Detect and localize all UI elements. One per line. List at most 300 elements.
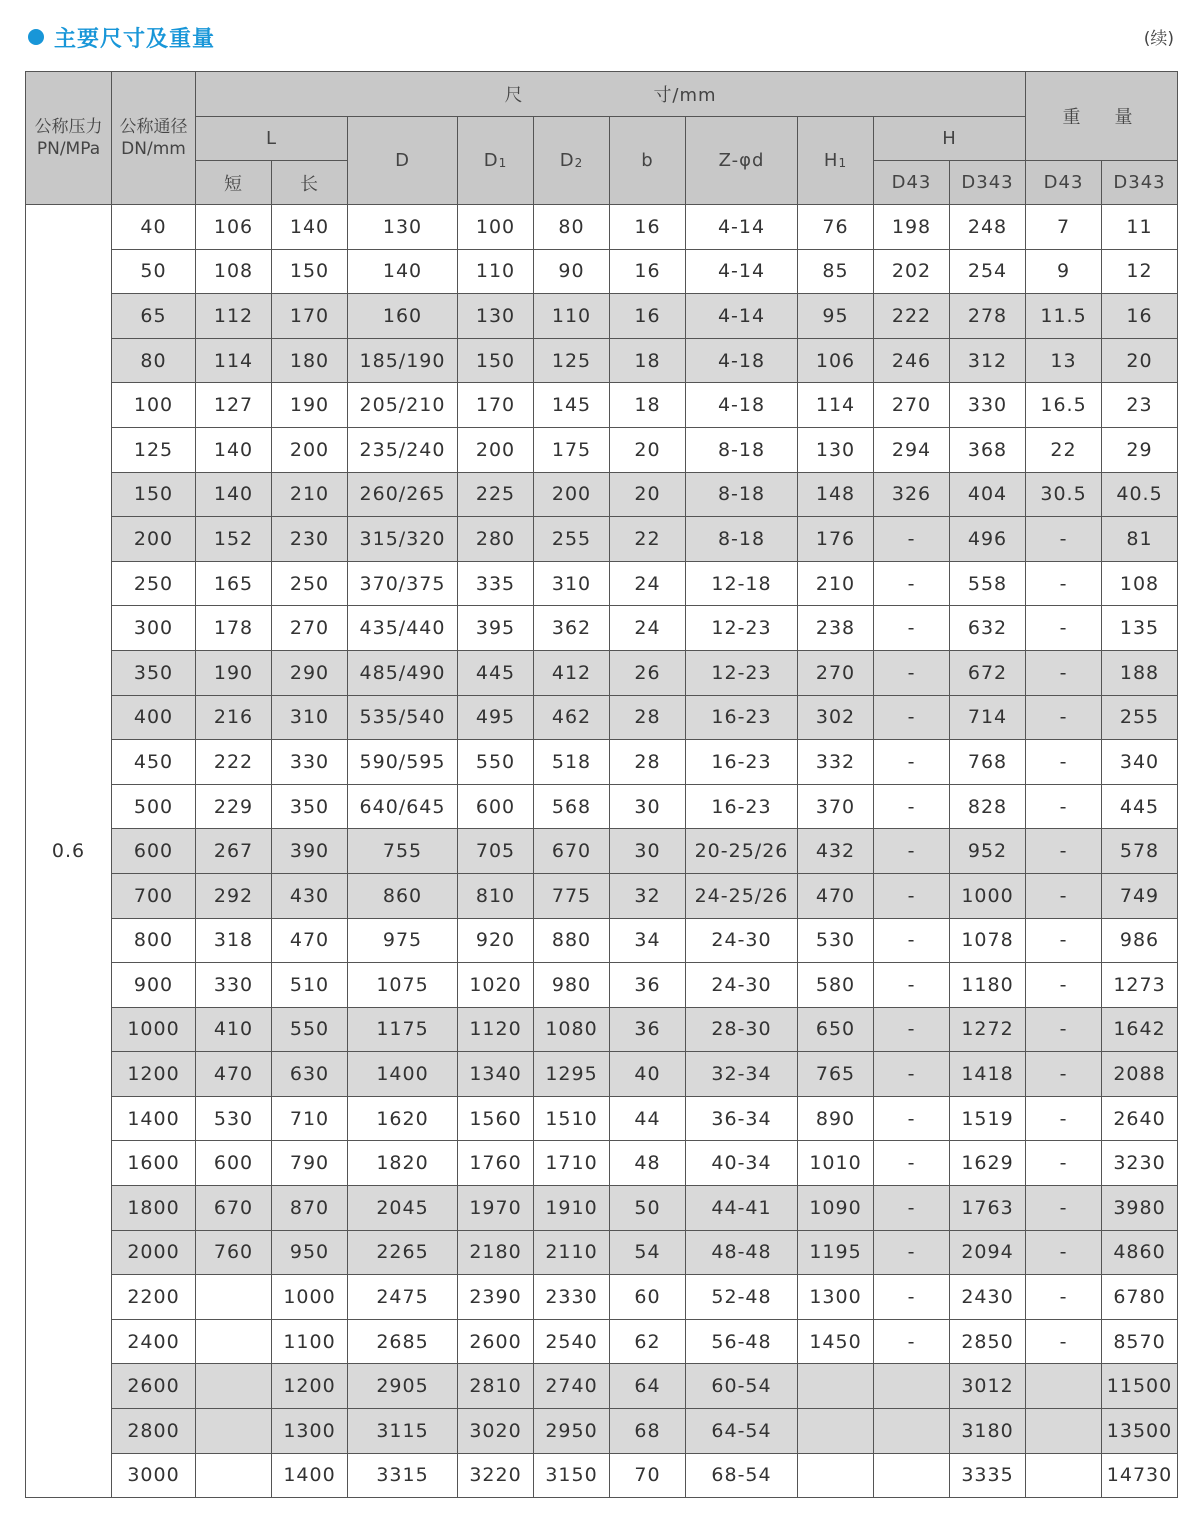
cell-z-phi-d: 56-48 (686, 1319, 798, 1364)
table-row (26, 1453, 1178, 1498)
cell-b: 18 (610, 383, 686, 428)
cell-d: 315/320 (348, 517, 458, 562)
header-z-phi-d: Z-φd (686, 117, 798, 205)
table-row (26, 1052, 1178, 1097)
cell-l-short: 292 (196, 873, 272, 918)
table-row (26, 695, 1178, 740)
cell-weight-d43: - (1026, 517, 1102, 562)
cell-d: 975 (348, 918, 458, 963)
header-L-long: 长 (272, 161, 348, 205)
cell-l-short (196, 1364, 272, 1409)
cell-l-short (196, 1275, 272, 1320)
cell-l-short: 112 (196, 294, 272, 339)
header-diameter-line1: 公称通径 (119, 117, 188, 137)
cell-dn: 900 (112, 963, 196, 1008)
cell-h1: 1195 (798, 1230, 874, 1275)
table-row (26, 561, 1178, 606)
cell-d1: 100 (458, 205, 534, 250)
cell-l-short: 267 (196, 829, 272, 874)
cell-z-phi-d: 4-14 (686, 205, 798, 250)
cell-z-phi-d: 4-18 (686, 383, 798, 428)
cell-weight-d343: 749 (1102, 873, 1178, 918)
cell-weight-d43: - (1026, 606, 1102, 651)
cell-weight-d343: 4860 (1102, 1230, 1178, 1275)
cell-l-long: 390 (272, 829, 348, 874)
header-pressure-line2: PN/MPa (36, 139, 101, 159)
cell-h1: 650 (798, 1007, 874, 1052)
cell-h-d43: - (874, 1230, 950, 1275)
cell-d: 1075 (348, 963, 458, 1008)
cell-weight-d43: 22 (1026, 427, 1102, 472)
cell-z-phi-d: 60-54 (686, 1364, 798, 1409)
cell-h1: 270 (798, 650, 874, 695)
cell-d2: 2950 (534, 1409, 610, 1454)
header-b: b (610, 117, 686, 205)
cell-d2: 175 (534, 427, 610, 472)
cell-d: 2475 (348, 1275, 458, 1320)
cell-h-d43: - (874, 1007, 950, 1052)
cell-h1: 148 (798, 472, 874, 517)
cell-weight-d343: 20 (1102, 338, 1178, 383)
cell-d2: 1295 (534, 1052, 610, 1097)
cell-h-d43: 198 (874, 205, 950, 250)
cell-weight-d43: - (1026, 918, 1102, 963)
cell-d1: 3020 (458, 1409, 534, 1454)
cell-l-long: 200 (272, 427, 348, 472)
cell-d2: 110 (534, 294, 610, 339)
cell-d: 1175 (348, 1007, 458, 1052)
cell-d2: 200 (534, 472, 610, 517)
cell-h-d343: 404 (950, 472, 1026, 517)
cell-h-d343: 368 (950, 427, 1026, 472)
cell-l-long: 710 (272, 1096, 348, 1141)
header-D2-sub: 2 (574, 156, 584, 170)
cell-h-d43: 326 (874, 472, 950, 517)
cell-d2: 125 (534, 338, 610, 383)
cell-dn: 150 (112, 472, 196, 517)
header-L-short: 短 (196, 161, 272, 205)
bullet-dot-icon (28, 29, 44, 45)
cell-l-short (196, 1319, 272, 1364)
header-weight (1026, 72, 1178, 161)
cell-b: 36 (610, 963, 686, 1008)
cell-h-d343: 1078 (950, 918, 1026, 963)
cell-d: 640/645 (348, 784, 458, 829)
header-D2 (534, 117, 610, 205)
table-row (26, 338, 1178, 383)
cell-h-d343: 632 (950, 606, 1026, 651)
cell-z-phi-d: 8-18 (686, 517, 798, 562)
cell-h-d43: - (874, 517, 950, 562)
cell-d: 130 (348, 205, 458, 250)
cell-h-d43: 294 (874, 427, 950, 472)
cell-h1: 114 (798, 383, 874, 428)
cell-d1: 1970 (458, 1186, 534, 1231)
cell-weight-d343: 12 (1102, 249, 1178, 294)
cell-d1: 280 (458, 517, 534, 562)
header-D1 (458, 117, 534, 205)
cell-d2: 90 (534, 249, 610, 294)
dimensions-weight-table (25, 71, 1178, 1498)
cell-h-d343: 248 (950, 205, 1026, 250)
cell-z-phi-d: 12-23 (686, 650, 798, 695)
cell-weight-d43: - (1026, 1141, 1102, 1186)
table-row (26, 606, 1178, 651)
cell-d2: 462 (534, 695, 610, 740)
cell-d2: 1710 (534, 1141, 610, 1186)
cell-h1: 106 (798, 338, 874, 383)
cell-b: 64 (610, 1364, 686, 1409)
cell-weight-d43: - (1026, 740, 1102, 785)
cell-d1: 2810 (458, 1364, 534, 1409)
cell-l-long: 180 (272, 338, 348, 383)
cell-h1 (798, 1364, 874, 1409)
cell-h1: 1450 (798, 1319, 874, 1364)
cell-l-long: 250 (272, 561, 348, 606)
cell-d1: 445 (458, 650, 534, 695)
cell-b: 16 (610, 249, 686, 294)
cell-h1: 580 (798, 963, 874, 1008)
cell-dn: 2000 (112, 1230, 196, 1275)
cell-l-short: 600 (196, 1141, 272, 1186)
cell-weight-d43: 30.5 (1026, 472, 1102, 517)
cell-b: 32 (610, 873, 686, 918)
cell-h-d343: 312 (950, 338, 1026, 383)
header-diameter (112, 72, 196, 205)
cell-h-d43: 270 (874, 383, 950, 428)
cell-dn: 1200 (112, 1052, 196, 1097)
cell-z-phi-d: 44-41 (686, 1186, 798, 1231)
header-pressure-line1: 公称压力 (34, 117, 103, 137)
cell-l-short (196, 1409, 272, 1454)
cell-h1: 95 (798, 294, 874, 339)
table-row (26, 1141, 1178, 1186)
cell-h-d343: 3335 (950, 1453, 1026, 1498)
cell-d2: 310 (534, 561, 610, 606)
cell-z-phi-d: 16-23 (686, 695, 798, 740)
cell-dn: 200 (112, 517, 196, 562)
cell-b: 16 (610, 294, 686, 339)
header-D1-main: D (483, 150, 499, 171)
cell-dn: 700 (112, 873, 196, 918)
header-H-D343: D343 (950, 161, 1026, 205)
cell-z-phi-d: 20-25/26 (686, 829, 798, 874)
cell-d2: 1910 (534, 1186, 610, 1231)
cell-d2: 412 (534, 650, 610, 695)
cell-h1: 210 (798, 561, 874, 606)
header-weight-label: 重 量 (1062, 107, 1141, 128)
cell-l-long: 230 (272, 517, 348, 562)
cell-weight-d43: - (1026, 1275, 1102, 1320)
table-row (26, 1230, 1178, 1275)
cell-d: 370/375 (348, 561, 458, 606)
header-size-unit: 寸/mm (653, 85, 717, 106)
cell-z-phi-d: 16-23 (686, 784, 798, 829)
cell-d: 2685 (348, 1319, 458, 1364)
table-row (26, 784, 1178, 829)
cell-l-short: 152 (196, 517, 272, 562)
table-row (26, 517, 1178, 562)
table-row (26, 1319, 1178, 1364)
table-row (26, 249, 1178, 294)
cell-l-long: 870 (272, 1186, 348, 1231)
cell-dn: 250 (112, 561, 196, 606)
cell-d2: 362 (534, 606, 610, 651)
cell-weight-d43: - (1026, 963, 1102, 1008)
cell-d1: 1560 (458, 1096, 534, 1141)
cell-z-phi-d: 36-34 (686, 1096, 798, 1141)
cell-l-long: 150 (272, 249, 348, 294)
cell-weight-d43: 11.5 (1026, 294, 1102, 339)
cell-weight-d343: 3230 (1102, 1141, 1178, 1186)
cell-weight-d343: 8570 (1102, 1319, 1178, 1364)
cell-weight-d343: 255 (1102, 695, 1178, 740)
cell-h-d343: 952 (950, 829, 1026, 874)
header-D: D (348, 117, 458, 205)
cell-d1: 810 (458, 873, 534, 918)
cell-dn: 2400 (112, 1319, 196, 1364)
cell-d2: 775 (534, 873, 610, 918)
table-row (26, 1007, 1178, 1052)
cell-weight-d343: 13500 (1102, 1409, 1178, 1454)
cell-h-d43: - (874, 650, 950, 695)
cell-d1: 200 (458, 427, 534, 472)
cell-d2: 1510 (534, 1096, 610, 1141)
cell-b: 60 (610, 1275, 686, 1320)
cell-l-long: 1200 (272, 1364, 348, 1409)
cell-d: 1620 (348, 1096, 458, 1141)
cell-h1: 370 (798, 784, 874, 829)
pressure-value-cell: 0.6 (26, 205, 112, 1498)
cell-weight-d343: 445 (1102, 784, 1178, 829)
cell-z-phi-d: 4-14 (686, 249, 798, 294)
table-row (26, 650, 1178, 695)
cell-d1: 110 (458, 249, 534, 294)
cell-h-d343: 1272 (950, 1007, 1026, 1052)
cell-weight-d43: - (1026, 1230, 1102, 1275)
cell-d1: 170 (458, 383, 534, 428)
cell-h-d43: - (874, 873, 950, 918)
cell-h-d343: 1418 (950, 1052, 1026, 1097)
cell-weight-d43: 16.5 (1026, 383, 1102, 428)
cell-h-d343: 1629 (950, 1141, 1026, 1186)
cell-weight-d343: 16 (1102, 294, 1178, 339)
table-row (26, 427, 1178, 472)
cell-weight-d343: 81 (1102, 517, 1178, 562)
cell-d2: 1080 (534, 1007, 610, 1052)
cell-l-long: 310 (272, 695, 348, 740)
cell-h-d43: - (874, 606, 950, 651)
cell-weight-d343: 14730 (1102, 1453, 1178, 1498)
cell-weight-d43: - (1026, 695, 1102, 740)
cell-d2: 518 (534, 740, 610, 785)
cell-dn: 50 (112, 249, 196, 294)
cell-z-phi-d: 8-18 (686, 472, 798, 517)
cell-d: 535/540 (348, 695, 458, 740)
cell-z-phi-d: 4-18 (686, 338, 798, 383)
cell-h1 (798, 1409, 874, 1454)
cell-b: 70 (610, 1453, 686, 1498)
cell-h-d343: 2850 (950, 1319, 1026, 1364)
cell-h-d43: - (874, 1319, 950, 1364)
cell-b: 24 (610, 606, 686, 651)
cell-h1: 530 (798, 918, 874, 963)
cell-z-phi-d: 24-25/26 (686, 873, 798, 918)
cell-dn: 400 (112, 695, 196, 740)
cell-h1: 765 (798, 1052, 874, 1097)
cell-l-short: 106 (196, 205, 272, 250)
cell-z-phi-d: 28-30 (686, 1007, 798, 1052)
cell-b: 34 (610, 918, 686, 963)
cell-d: 1820 (348, 1141, 458, 1186)
cell-weight-d43: - (1026, 1007, 1102, 1052)
cell-h-d43: - (874, 695, 950, 740)
cell-h-d343: 3012 (950, 1364, 1026, 1409)
cell-h-d43: - (874, 918, 950, 963)
cell-z-phi-d: 4-14 (686, 294, 798, 339)
cell-h-d43: - (874, 1186, 950, 1231)
cell-d1: 225 (458, 472, 534, 517)
cell-weight-d343: 578 (1102, 829, 1178, 874)
table-row (26, 829, 1178, 874)
table-row (26, 963, 1178, 1008)
header-weight-D43: D43 (1026, 161, 1102, 205)
table-row (26, 1364, 1178, 1409)
cell-z-phi-d: 24-30 (686, 963, 798, 1008)
cell-weight-d343: 29 (1102, 427, 1178, 472)
cell-h1: 302 (798, 695, 874, 740)
cell-z-phi-d: 12-18 (686, 561, 798, 606)
cell-z-phi-d: 32-34 (686, 1052, 798, 1097)
cell-h-d43: - (874, 561, 950, 606)
cell-weight-d43: - (1026, 1096, 1102, 1141)
header-H: H (874, 117, 1026, 161)
cell-d: 185/190 (348, 338, 458, 383)
cell-h1: 130 (798, 427, 874, 472)
cell-b: 28 (610, 695, 686, 740)
table-row (26, 1096, 1178, 1141)
cell-h-d343: 768 (950, 740, 1026, 785)
cell-l-short: 140 (196, 472, 272, 517)
cell-l-short: 330 (196, 963, 272, 1008)
cell-d2: 880 (534, 918, 610, 963)
cell-z-phi-d: 48-48 (686, 1230, 798, 1275)
cell-b: 20 (610, 427, 686, 472)
cell-l-long: 290 (272, 650, 348, 695)
section-title: 主要尺寸及重量 (54, 26, 216, 52)
cell-l-long: 140 (272, 205, 348, 250)
cell-l-long: 430 (272, 873, 348, 918)
cell-b: 30 (610, 829, 686, 874)
cell-d: 3115 (348, 1409, 458, 1454)
cell-d1: 600 (458, 784, 534, 829)
cell-dn: 1400 (112, 1096, 196, 1141)
cell-d: 2265 (348, 1230, 458, 1275)
cell-d: 1400 (348, 1052, 458, 1097)
cell-b: 44 (610, 1096, 686, 1141)
cell-weight-d343: 6780 (1102, 1275, 1178, 1320)
cell-l-short: 140 (196, 427, 272, 472)
cell-weight-d43 (1026, 1364, 1102, 1409)
table-row (26, 205, 1178, 250)
cell-h1: 432 (798, 829, 874, 874)
cell-weight-d343: 986 (1102, 918, 1178, 963)
cell-d: 435/440 (348, 606, 458, 651)
cell-d: 485/490 (348, 650, 458, 695)
cell-weight-d343: 11500 (1102, 1364, 1178, 1409)
cell-d: 3315 (348, 1453, 458, 1498)
cell-l-long: 550 (272, 1007, 348, 1052)
cell-weight-d343: 1273 (1102, 963, 1178, 1008)
cell-z-phi-d: 16-23 (686, 740, 798, 785)
cell-weight-d343: 40.5 (1102, 472, 1178, 517)
cell-h1: 176 (798, 517, 874, 562)
cell-weight-d43 (1026, 1453, 1102, 1498)
continued-label: (续) (1143, 29, 1174, 49)
cell-b: 24 (610, 561, 686, 606)
table-row (26, 383, 1178, 428)
cell-d1: 3220 (458, 1453, 534, 1498)
cell-z-phi-d: 68-54 (686, 1453, 798, 1498)
cell-l-short: 410 (196, 1007, 272, 1052)
table-row (26, 472, 1178, 517)
cell-l-long: 270 (272, 606, 348, 651)
cell-dn: 300 (112, 606, 196, 651)
cell-b: 36 (610, 1007, 686, 1052)
header-size-char: 尺 (504, 85, 524, 106)
cell-l-short: 760 (196, 1230, 272, 1275)
cell-b: 68 (610, 1409, 686, 1454)
header-H1 (798, 117, 874, 205)
cell-h-d343: 330 (950, 383, 1026, 428)
cell-h-d43: - (874, 1096, 950, 1141)
cell-l-long: 1300 (272, 1409, 348, 1454)
cell-d1: 395 (458, 606, 534, 651)
cell-dn: 3000 (112, 1453, 196, 1498)
cell-l-short: 127 (196, 383, 272, 428)
cell-h-d43: - (874, 740, 950, 785)
cell-l-long: 630 (272, 1052, 348, 1097)
cell-h-d343: 278 (950, 294, 1026, 339)
cell-h1: 76 (798, 205, 874, 250)
cell-l-short: 165 (196, 561, 272, 606)
cell-d: 160 (348, 294, 458, 339)
cell-h-d43: - (874, 1052, 950, 1097)
cell-d2: 2540 (534, 1319, 610, 1364)
cell-weight-d343: 11 (1102, 205, 1178, 250)
cell-d1: 2390 (458, 1275, 534, 1320)
cell-b: 62 (610, 1319, 686, 1364)
header-size-group (196, 72, 1026, 117)
cell-d2: 2330 (534, 1275, 610, 1320)
cell-dn: 40 (112, 205, 196, 250)
cell-h1: 238 (798, 606, 874, 651)
cell-d1: 130 (458, 294, 534, 339)
cell-d1: 335 (458, 561, 534, 606)
cell-l-short: 114 (196, 338, 272, 383)
cell-dn: 100 (112, 383, 196, 428)
cell-dn: 600 (112, 829, 196, 874)
table-row (26, 873, 1178, 918)
table-row (26, 1409, 1178, 1454)
cell-h-d343: 254 (950, 249, 1026, 294)
cell-h-d43 (874, 1409, 950, 1454)
cell-d2: 980 (534, 963, 610, 1008)
cell-h-d343: 1519 (950, 1096, 1026, 1141)
cell-h1 (798, 1453, 874, 1498)
cell-dn: 65 (112, 294, 196, 339)
cell-weight-d343: 1642 (1102, 1007, 1178, 1052)
